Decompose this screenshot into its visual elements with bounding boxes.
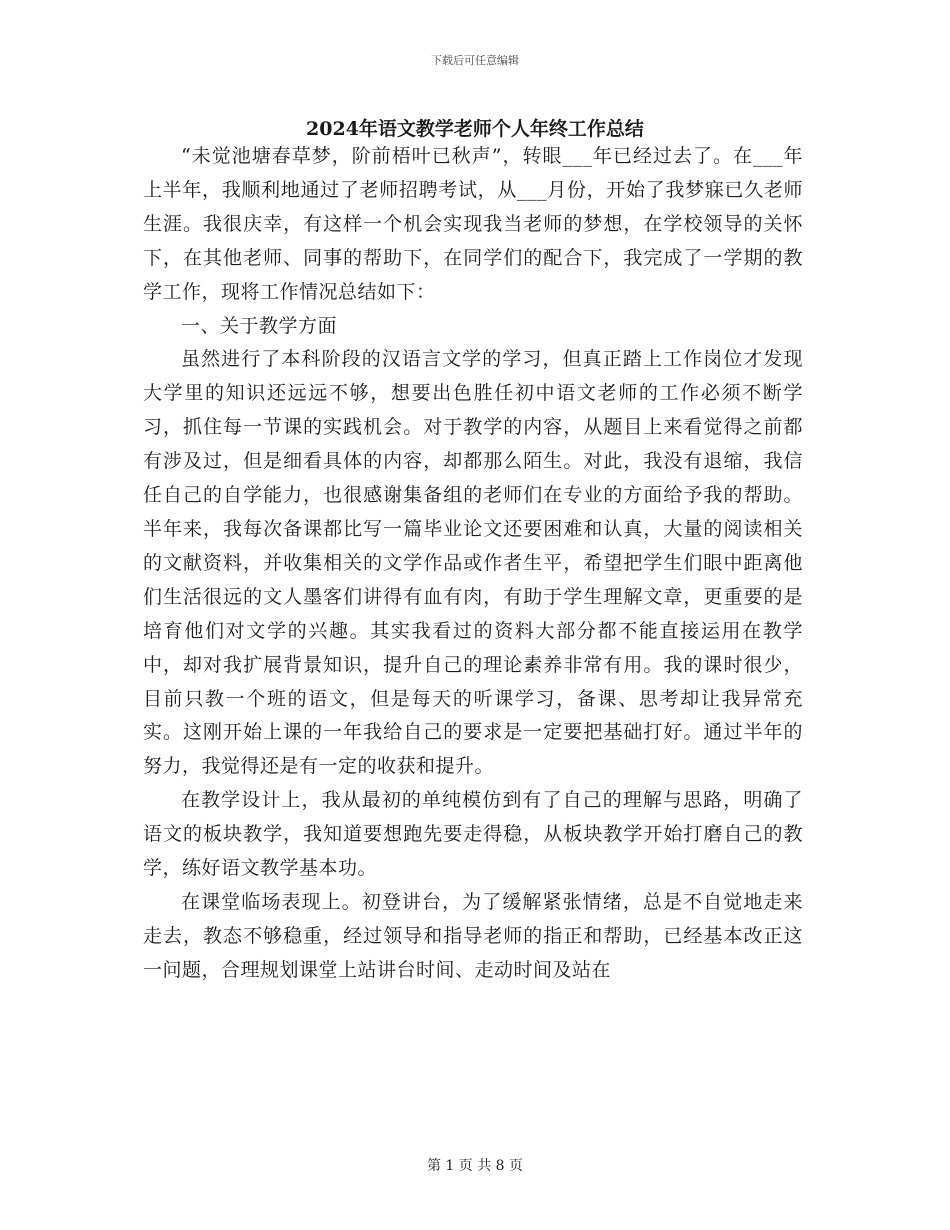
document-title: 2024年语文教学老师个人年终工作总结: [306, 118, 644, 140]
paragraph-classroom-performance: 在课堂临场表现上。初登讲台，为了缓解紧张情绪，总是不自觉地走来走去，教态不够稳重，经过领导和指导老师的指正和帮助，已经基本改正这一问题，合理规划课堂上站讲台时间、走动时间及站在: [143, 890, 803, 981]
paragraph-teaching-design: 在教学设计上，我从最初的单纯模仿到有了自己的理解与思路，明确了语文的板块教学，我知道要想跑先要走得稳，从板块教学开始打磨自己的教学，练好语文教学基本功。: [143, 789, 803, 880]
section-heading-teaching: 一、关于教学方面: [181, 314, 338, 337]
page-header-note: 下载后可任意编辑: [431, 54, 519, 67]
document-body: [143, 140, 803, 988]
paragraph-teaching-study: 虽然进行了本科阶段的汉语言文学的学习，但真正踏上工作岗位才发现大学里的知识还远远不够，想要出色胜任初中语文老师的工作必须不断学习，抓住每一节课的实践机会。对于教学的内容，从题目上来看觉得之前都有涉及过，但是细看具体的内容，却都那么陌生。对此，我没有退缩，我信任自己的自学能力，也很感谢集备组的老师们在专业的方面给予我的帮助。半年来，我每次备课都比写一篇毕业论文还要困难和认真，大量的阅读相关的文献资料，并收集相关的文学作品或作者生平，希望把学生们眼中距离他们生活很远的文人墨客们讲得有血有肉，有助于学生理解文章，更重要的是培育他们对文学的兴趣。其实我看过的资料大部分都不能直接运用在教学中，却对我扩展背景知识，提升自己的理论素养非常有用。我的课时很少，目前只教一个班的语文，但是每天的听课学习，备课、思考却让我异常充实。这刚开始上课的一年我给自己的要求是一定要把基础打好。通过半年的努力，我觉得还是有一定的收获和提升。: [143, 348, 803, 778]
paragraph-intro: “未觉池塘春草梦，阶前梧叶已秋声”，转眼___年已经过去了。在___年上半年，我顺利地通过了老师招聘考试，从___月份，开始了我梦寐已久老师生涯。我很庆幸，有这样一个机会实现我当老师的梦想，在学校领导的关怀下，在其他老师、同事的帮助下，在同学们的配合下，我完成了一学期的教学工作，现将工作情况总结如下：: [143, 145, 803, 303]
page-footer-number: 第 1 页 共 8 页: [426, 1158, 524, 1174]
